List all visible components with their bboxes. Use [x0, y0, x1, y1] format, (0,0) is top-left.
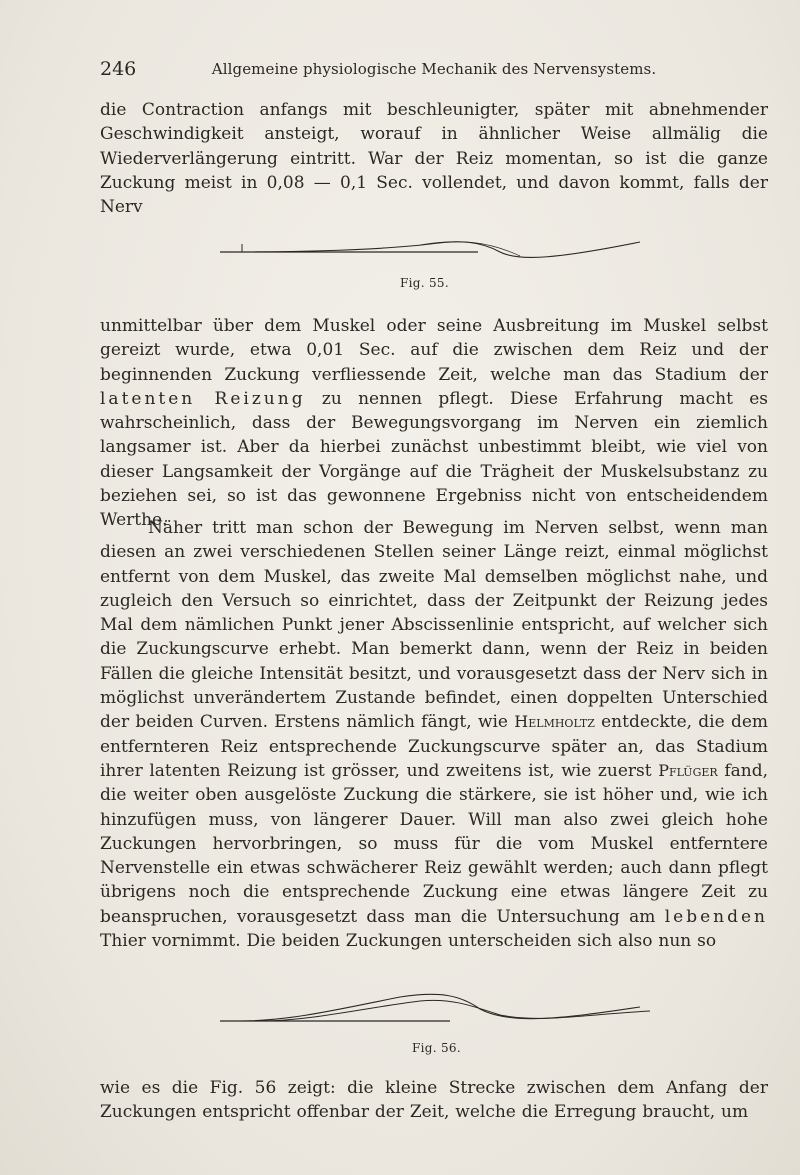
page-number: 246 — [100, 58, 137, 80]
paragraph-3-text-a: Näher tritt man schon der Bewegung im Nerven selbst, wenn man diesen an zwei verschiedenen Stellen seiner Länge reizt, einmal möglichst entfernt von dem Muskel, das zweite Mal demselben möglichst nahe, und zugleich den Versuch so einrichtet, dass der Zeitpunkt der Reizung jedes Mal dem nämlichen Punkt jener Abscissenlinie entspricht, auf welcher sich die Zuckungscurve erhebt. Man bemerkt dann, wenn der Reiz in beiden Fällen die gleiche Intensität besitzt, und vorausgesetzt dass der Nerv sich in möglichst unverändertem Zustande befindet, einen doppelten Unterschied der beiden Curven. Erstens nämlich fängt, wie — [100, 518, 768, 733]
figure-56 — [220, 985, 660, 1057]
emphasized-term-latent: latenten Reizung — [100, 388, 306, 409]
emphasized-term-living: lebenden — [664, 906, 768, 927]
running-title: Allgemeine physiologische Mechanik des Nervensystems. — [211, 60, 657, 78]
twitch-curve — [240, 242, 640, 258]
paragraph-3 — [100, 516, 768, 953]
figure-56-caption: Fig. 56. — [412, 1041, 461, 1055]
author-name-pflueger: Pflüger — [658, 760, 718, 780]
paragraph-1: die Contraction anfangs mit beschleunigter, später mit abnehmender Geschwindigkeit ansteigt, worauf in ähnlicher Weise allmälig die Wiederverlängerung eintritt. War der Reiz momentan, so ist die ganze Zuckung meist in 0,08 — 0,1 Sec. vollendet, und davon kommt, falls der Nerv — [100, 100, 768, 218]
paragraph-3-text-d: Thier vornimmt. Die beiden Zuckungen unterscheiden sich also nun so — [100, 931, 717, 952]
figure-55-caption: Fig. 55. — [400, 276, 449, 290]
paragraph-3-text-b: entdeckte, die dem entfernteren Reiz entsprechende Zuckungscurve später an, das Stadium ihrer latenten Reizung ist grösser, und zweitens ist, wie zuerst — [100, 712, 769, 781]
paragraph-2-text-a: unmittelbar über dem Muskel oder seine Ausbreitung im Muskel selbst gereizt wurde, etwa 0,01 Sec. auf die zwischen dem Reiz und der beginnenden Zuckung verfliessende Zeit, welche man das Stadium der — [100, 316, 768, 385]
twitch-curve-distant-stimulus — [240, 994, 640, 1021]
paragraph-4: wie es die Fig. 56 zeigt: die kleine Strecke zwischen dem Anfang der Zuckungen entspricht offenbar der Zeit, welche die Erregung braucht, um — [100, 1078, 768, 1123]
page-header — [100, 58, 768, 84]
twitch-curve-near-stimulus — [260, 1000, 650, 1021]
twitch-curve-figure-55 — [220, 228, 660, 268]
figure-55 — [220, 228, 660, 288]
twitch-curves-figure-56 — [220, 985, 660, 1033]
paragraph-3-text-c: fand, die weiter oben ausgelöste Zuckung die stärkere, sie ist höher und, wie ich hinzufügen muss, von längerer Dauer. Will man also zwei gleich hohe Zuckungen hervorbringen, so muss für die vom Muskel entferntere Nervenstelle ein etwas schwächerer Reiz gewählt werden; auch dann pflegt übrigens noch die entsprechende Zuckung eine etwas längere Zeit zu beanspruchen, vorausgesetzt dass man die Untersuchung am — [100, 760, 768, 927]
paragraph-2-text-b: zu nennen pflegt. Diese Erfahrung macht es wahrscheinlich, dass der Bewegungsvorgang im Nerven ein ziemlich langsamer ist. Aber da hierbei zunächst unbestimmt bleibt, wie viel von dieser Langsamkeit der Vorgänge auf die Trägheit der Muskelsubstanz zu beziehen sei, so ist das gewonnene Ergebniss nicht von entscheidendem Werthe. — [100, 388, 769, 531]
paragraph-2 — [100, 314, 768, 533]
author-name-helmholtz: Helmholtz — [514, 712, 595, 732]
